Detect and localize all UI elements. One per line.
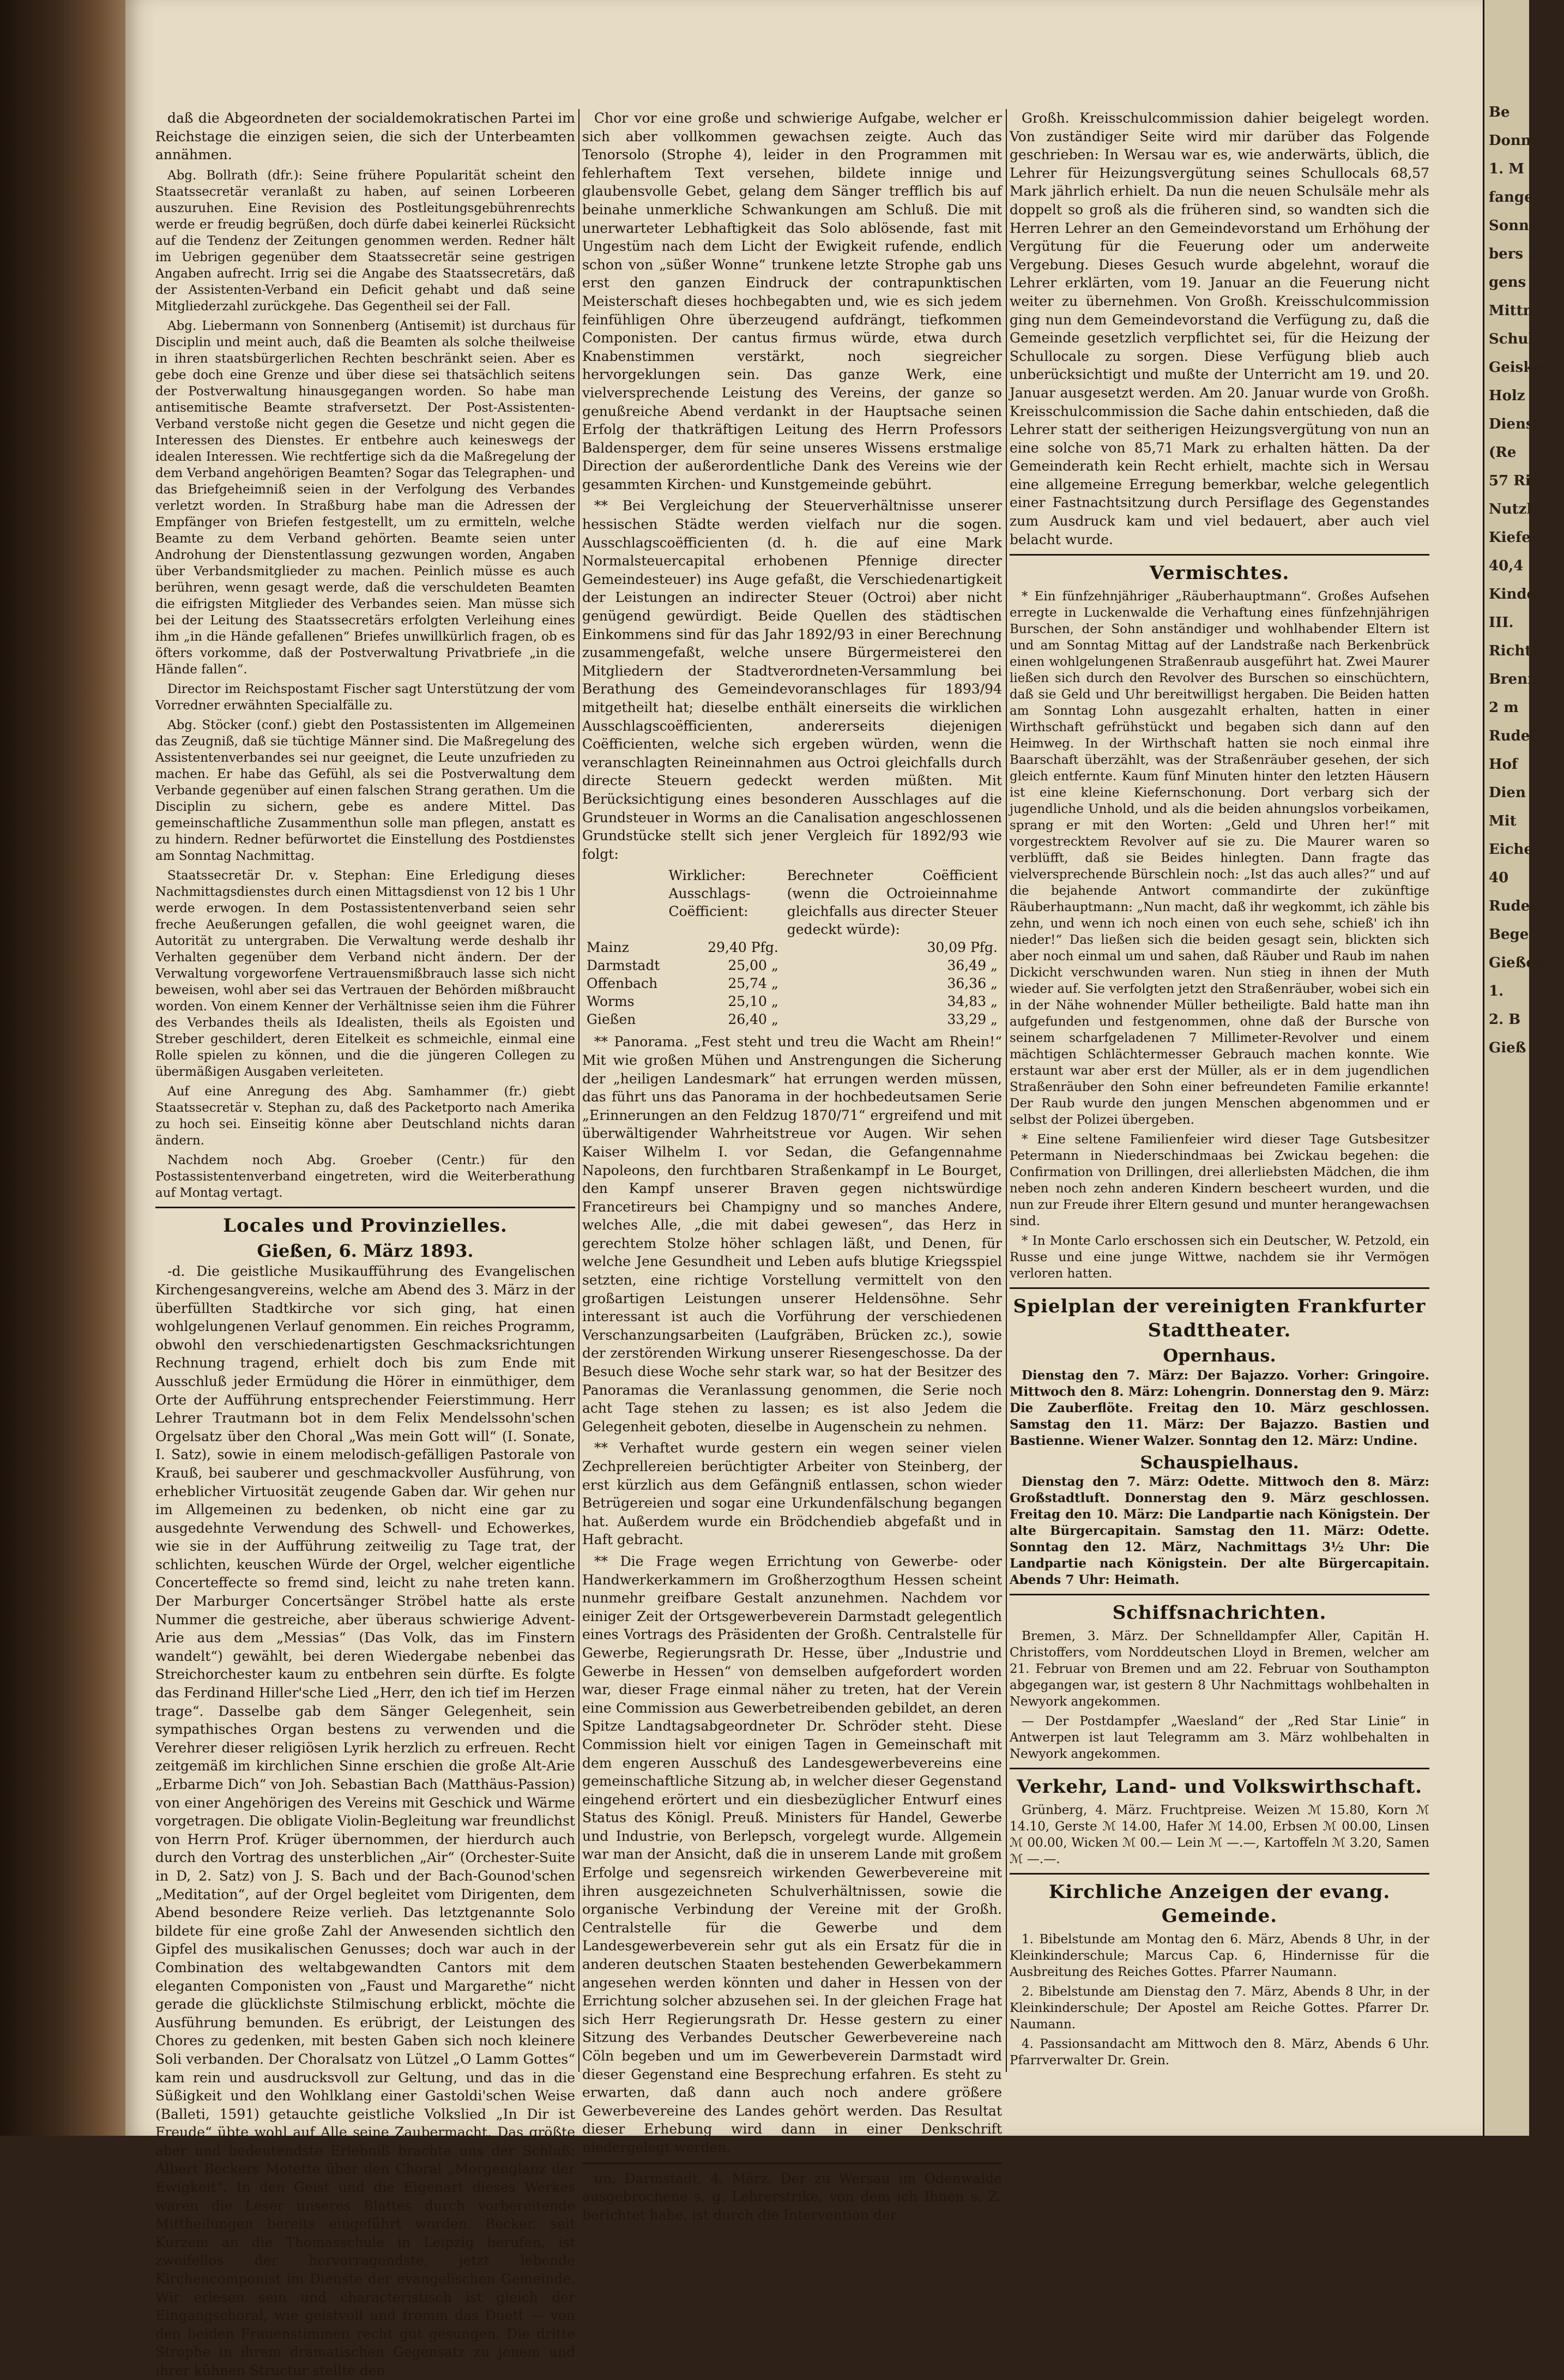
- edge-fragment: Geiskelar: [1489, 359, 1564, 376]
- table-cell: 36,49 „: [947, 957, 998, 974]
- edge-fragment: Be: [1489, 104, 1510, 120]
- article-paragraph: ** Panorama. „Fest steht und treu die Wacht am Rhein!“ Mit wie großen Mühen und Anstrengungen die Sicherung der „heiligen Landesmark“ hat errungen werden müssen, das führt uns das Panorama in der hochbedeutsamen Serie „Erinnerungen an den Feldzug 1870/71“ ergreifend und mit überwältigender Wahrheitstreue vor Augen. Wir sehen Kaiser Wilhelm I. vor Sedan, die Gefangennahme Napoleons, den furchtbaren Straßenkampf in Le Bourget, den Kampf unserer Braven gegen nichtswürdige Francetireurs bei Champigny und so manches Andere, welches Alle, „die mit dabei gewesen“, das Herz in gerechtem Stolze höher schlagen läßt, und Denen, für welche Jene Gesundheit und Leben aufs blutige Kriegsspiel setzten, eine richtige Vorstellung vermittelt von den großartigen Leistungen unserer Heldensöhne. Sehr interessant ist auch die Vorführung der verschiedenen Verschanzungsarbeiten (Laufgräben, Brücken zc.), sowie der zerstörenden Wirkung unserer Riesengeschosse. Da der Besuch diese Woche sehr stark war, so hat der Besitzer des Panoramas die Veranlassung genommen, die Serie noch acht Tage stehen zu lassen; es ist also Jedem die Gelegenheit geboten, dieselbe in Augenschein zu nehmen.: [582, 1034, 1002, 1435]
- section-rule: [1010, 1768, 1429, 1769]
- edge-fragment: Eiche: [1489, 841, 1533, 858]
- edge-fragment: Richt: [1489, 643, 1532, 659]
- edge-fragment: Dien: [1489, 785, 1526, 801]
- table-header: Berechneter Coëfficient (wenn die Octroieinnahme gleichfalls aus directer Steuer gedeckt würde):: [787, 867, 998, 938]
- table-header-row: [582, 866, 1002, 938]
- edge-fragment: 2. B: [1489, 1011, 1521, 1028]
- table-cell: 25,10 „: [728, 993, 778, 1010]
- table-cell-city: Worms: [587, 993, 635, 1010]
- edge-fragment: Sonne: [1489, 218, 1538, 234]
- edge-fragment: fange: [1489, 189, 1533, 206]
- economy-heading: Verkehr, Land- und Volkswirthschaft.: [1016, 1776, 1423, 1798]
- section-heading: Vermischtes.: [1149, 562, 1290, 585]
- article-paragraph: * Eine seltene Familienfeier wird dieser Tage Gutsbesitzer Petermann in Niederschindmaas bei Zwickau begehen: die Confirmation von Drillingen, drei allerliebsten Mädchen, die ihm neben noch zehn anderen Kindern bescheert wurden, und die nun zur Freude ihrer Eltern gesund und munter herangewachsen sind.: [1010, 1132, 1429, 1229]
- table-cell: 26,40 „: [728, 1011, 778, 1028]
- section-rule: [582, 2162, 1002, 2164]
- tax-table: [582, 866, 1002, 1028]
- edge-fragment: Mittn: [1489, 303, 1533, 319]
- article-paragraph: Großh. Kreisschulcommission dahier beigelegt worden. Von zuständiger Seite wird mir darüber das Folgende geschrieben: In Wersau war es, wie anderwärts, üblich, die Lehrer für Heizungsvergütung seines Schullocals 68,57 Mark jährlich erhielt. Da nun die neuen Schulsäle mehr als doppelt so groß als die früheren sind, so wandten sich die Herren Lehrer an den Gemeindevorstand um Erhöhung der Vergütung für die Feuerung oder um anderweite Vergebung. Dieses Gesuch wurde abgelehnt, worauf die Lehrer erklärten, vom 19. Januar an die Feuerung nicht weiter zu übernehmen. Von Großh. Kreisschulcommission ging nun dem Gemeindevorstand die Verfügung zu, daß die Gemeinde gesetzlich verpflichtet sei, für die Heizung der Schullocale zu sorgen. Diese Verfügung blieb auch unberücksichtigt und mußte der Unterricht am 19. und 20. Januar ausgesetzt werden. Am 20. Januar wurde von Großh. Kreisschulcommission die Sache dahin entschieden, daß die Lehrer statt der seitherigen Heizungsvergütung von nun an eine solche von 85,71 Mark zu erhalten hätten. Da der Gemeinderath kein Recht erhielt, machte sich in Wersau eine allgemeine Erregung bemerkbar, welche gelegentlich einer Fastnachtsitzung durch Persiflage des Gegenstandes zum Ausdruck kam und viel bedauert, aber auch viel belacht wurde.: [1010, 110, 1429, 547]
- article-paragraph: Nachdem noch Abg. Groeber (Centr.) für den Postassistentenverband eingetreten, wird die Weiterberathung auf Montag vertagt.: [155, 1153, 575, 1200]
- theater-program: Dienstag den 7. März: Der Bajazzo. Vorher: Gringoire. Mittwoch den 8. März: Lohengrin. Donnerstag den 9. März: Die Zauberflöte. Freitag den 10. März geschlossen. Samstag den 11. März: Der Bajazzo. Bastien und Bastienne. Wiener Walzer. Sonntag den 12. März: Undine.: [1010, 1367, 1429, 1448]
- edge-fragment: Schul: [1489, 331, 1534, 347]
- table-cell: 29,40 Pfg.: [708, 939, 778, 956]
- article-paragraph: ** Die Frage wegen Errichtung von Gewerbe- oder Handwerkerkammern im Großherzogthum Hessen scheint nunmehr greifbare Gestalt anzunehmen. Nachdem vor einiger Zeit der Ortsgewerbeverein Darmstadt gelegentlich eines Vortrags des Präsidenten der Großh. Centralstelle für Gewerbe, Regierungsrath Dr. Hesse, über „Industrie und Gewerbe in Hessen“ von demselben aufgefordert worden war, dieser Frage einmal näher zu treten, hat der Verein eine Commission aus Gewerbetreibenden gebildet, an deren Spitze Landtagsabgeordneter Dr. Schröder steht. Diese Commission hielt vor einigen Tagen in Gemeinschaft mit dem engeren Ausschuß des Landesgewerbevereins eine gemeinschaftliche Sitzung ab, in welcher dieser Gegenstand eingehend erörtert und ein diesbezüglicher Entwurf eines Status des Königl. Preuß. Ministers für Handel, Gewerbe und Industrie, von Berlepsch, vorgelegt wurde. Allgemein war man der Ansicht, daß die in unserem Lande mit großem Erfolge und segensreich wirkenden Gewerbevereine mit ihren ausgezeichneten Schulverhältnissen, sowie die organische Verbindung der Vereine mit der Großh. Centralstelle für die Gewerbe und dem Landesgewerbeverein sehr gut als ein Ersatz für die in anderen deutschen Staaten bestehenden Gewerbekammern angesehen werden könnten und daher in Hessen von der Errichtung solcher abzusehen sei. In der gleichen Frage hat sich Herr Regierungsrath Dr. Hesse gestern zu einer Sitzung des Verbandes Deutscher Gewerbevereine nach Cöln begeben und um im Gewerbeverein Darmstadt wird dieser Gegenstand eine Besprechung erfahren. Es steht zu erwarten, daß dann auch noch andere größere Gewerbevereine des Landes gehört werden. Das Resultat dieser Erhebung wird dann in einer Denkschrift niedergelegt werden.: [582, 1553, 1002, 2155]
- edge-fragment: Kiefe: [1489, 529, 1531, 546]
- edge-fragment: Rudel: [1489, 898, 1536, 914]
- section-heading: Locales und Provinzielles.: [223, 1214, 508, 1237]
- section-rule: [1010, 1287, 1429, 1289]
- article-paragraph: ** Verhaftet wurde gestern ein wegen seiner vielen Zechprellereien berüchtigter Arbeiter von Steinberg, der erst kürzlich aus dem Gefängniß entlassen, schon wieder Betrügereien und sogar eine Urkundenfälschung begangen hat. Außerdem wurde ein Brödchendieb abgefaßt und in Haft gebracht.: [582, 1440, 1002, 1548]
- next-page-fragments: [1484, 0, 1564, 1062]
- church-notice: 1. Bibelstunde am Montag den 6. März, Abends 8 Uhr, in der Kleinkinderschule; Marcus Cap. 6, Hindernisse für die Ausbreitung des Reiches Gottes. Pfarrer Naumann.: [1010, 1932, 1429, 1980]
- table-cell-city: Gießen: [587, 1011, 636, 1028]
- table-cell: 30,09 Pfg.: [927, 939, 998, 956]
- table-row: [582, 938, 1002, 956]
- table-cell-city: Offenbach: [587, 975, 658, 992]
- column-divider: [578, 109, 579, 2072]
- edge-fragment: Gießer: [1489, 955, 1543, 971]
- table-row: [582, 956, 1002, 974]
- article-paragraph: Chor vor eine große und schwierige Aufgabe, welcher er sich aber vollkommen gewachsen zeigte. Auch das Tenorsolo (Strophe 4), leider in den Programmen mit fehlerhaftem Text versehen, bildete innige und glaubensvolle Gebet, gelang dem Sänger trefflich bis auf beinahe unmerkliche Schwankungen am Schluß. Die mit unerwarteter Lebhaftigkeit das Solo ablösende, fast mit Ungestüm nach dem Licht der Ewigkeit rufende, endlich schon von „süßer Wonne“ trunkene letzte Strophe gab uns erst den ganzen Eindruck der contrapunktischen Meisterschaft dieses hochbegabten und, wie es sich jedem feinfühligen Ohre überzeugend aufdrängt, tiefkommen Componisten. Der cantus firmus würde, etwa durch Knabenstimmen verstärkt, noch siegreicher hervorgeklungen sein. Das ganze Werk, eine vielversprechende Leistung des Vereins, der ganze so genußreiche Abend verdankt in der Hauptsache seinen Erfolg der thatkräftigen Leitung des Herrn Professors Baldensperger, dem für seine unseres Wissens erstmalige Direction der außerordentliche Dank des Vereins wie der gesammten Kirchen- und Kunstgemeinde gebührt.: [582, 110, 1002, 492]
- edge-fragment: Donn: [1489, 132, 1531, 149]
- edge-fragment: Gieß: [1489, 1040, 1526, 1056]
- table-row: [582, 992, 1002, 1010]
- article-paragraph: Abg. Liebermann von Sonnenberg (Antisemit) ist durchaus für Disciplin und meint auch, daß die Beamten als solche theilweise in ihren staatsbürgerlichen Rechten beschränkt seien. Aber es gebe doch eine Grenze und über diese sei thatsächlich seitens der Postverwaltung hinausgegangen worden. So habe man antisemitische Beamte strafversetzt. Der Post-Assistenten-Verband verstoße nicht gegen die Gesetze und nicht gegen die Interessen des Dienstes. Er entbehre auch keineswegs der idealen Interessen. Wie rechtfertige sich da die Maßregelung der dem Verband angehörigen Beamten? Sogar das Telegraphen- und das Briefgeheimniß seien in der Verfolgung des Verbandes verletzt worden. In Straßburg habe man die Adressen der Empfänger von Briefen festgestellt, um zu ermitteln, welche Beamte zu dem Verband gehörten. Beamte seien unter Androhung der Dienstentlassung gezwungen worden, Angaben über Verbandsmitglieder zu machen. Peinlich müsse es auch berühren, wenn gesagt werde, daß die verschuldeten Beamten die eifrigsten Mitglieder des Verbandes seien. Man müsse sich bei der Leitung des Staatssecretärs erfolgten Verleihung eines ihm „in die Hände gefallenen“ Briefes unwillkürlich fragen, ob es öfters vorkomme, daß der Postverwaltung Privatbriefe „in die Hände fallen“.: [155, 318, 575, 677]
- table-cell: 25,74 „: [728, 975, 778, 992]
- edge-fragment: Holz: [1489, 388, 1525, 404]
- column-divider: [1006, 109, 1007, 2072]
- church-heading: Kirchliche Anzeigen der evang. Gemeinde.: [1048, 1881, 1391, 1927]
- church-notice: 2. Bibelstunde am Dienstag den 7. März, Abends 8 Uhr, in der Kleinkinderschule; Der Apostel am Reiche Gottes. Pfarrer Dr. Naumann.: [1010, 1985, 1429, 2032]
- article-paragraph: -d. Die geistliche Musikaufführung des Evangelischen Kirchengesangvereins, welche am Abend des 3. März in der überfüllten Stadtkirche vor sich ging, hat einen wohlgelungenen Verlauf genommen. Ein reiches Programm, obwohl den verschiedenartigsten Geschmacksrichtungen Rechnung tragend, erhielt doch bis zum Ende mit Ausschluß jeder Ermüdung die Hörer in einmüthiger, dem Orte der Aufführung entsprechender Feierstimmung. Herr Lehrer Trautmann bot in dem Felix Mendelssohn'schen Orgelsatz über den Choral „Was mein Gott will“ (I. Sonate, I. Satz), sowie in einem melodisch-gefälligen Pastorale von Krauß, bei sauberer und geschmackvoller Ausführung, von erheblicher Virtuosität zeugende Gaben dar. Wir gehen nur im Allgemeinen zu bedenken, ob nicht eine gar zu ausgedehnte Verwendung des Schwell- und Echowerkes, wie sie in der Aufführung zeitweilig zu Tage trat, der schlichten, keuschen Würde der Orgel, welcher eigentliche Concerteffecte so fremd sind, leicht zu nahe treten kann. Der Marburger Concertsänger Ströbel hatte als erste Nummer die gestreiche, aber überaus schwierige Advent-Arie aus dem „Messias“ (Das Volk, das im Finstern wandelt“) gewählt, bei deren Wiedergabe nebenbei das Streichorchester kaum zu entbehren sein dürfte. Es folgte das Ferdinand Hiller'sche Lied „Herr, den ich tief im Herzen trage“. Dasselbe gab dem Sänger Gelegenheit, sein sympathisches Organ bestens zu verwenden und die Verehrer dieser religiösen Lyrik herzlich zu erfreuen. Recht zeitgemäß im kirchlichen Sinne erschien die große Alt-Arie „Erbarme Dich“ von Joh. Sebastian Bach (Matthäus-Passion) von einer Angehörigen des Vereins mit Geschick und Wärme vorgetragen. Die obligate Violin-Begleitung war freundlichst von Herrn Prof. Krüger übernommen, der hierdurch auch durch den Vortrag des unsterblichen „Air“ (Orchester-Suite in D, 2. Satz) von J. S. Bach und der Bach-Gounod'schen „Meditation“, auf der Orgel begleitet vom Dirigenten, dem Abend besondere Reize verlieh. Das letztgenannte Solo bildete für eine große Zahl der Anwesenden sichtlich den Gipfel des musikalischen Genusses; doch war auch in der Combination des weltabgewandten Cantors mit dem eleganten Componisten von „Faust und Margarethe“ nicht gerade die glücklichste Stilmischung erblickt, möchte die Ausführung bemunden. Es erübrigt, der Leistungen des Chores zu gedenken, mit besten Gaben sich noch kleinere Soli verbanden. Der Choralsatz von Lützel „O Lamm Gottes“ kam rein und ausdrucksvoll zur Geltung, und das in die Süßigkeit und den Wohlklang einer Gastoldi'schen Weise (Balleti, 1591) getauchte geistliche Volkslied „In Dir ist Freude“ übte wohl auf Alle seine Zaubermacht. Das größte aber und bedeutendste Erlebniß brachte uns der Schluß: Albert Beckers Motette über den Choral „Morgenglanz der Ewigkeit“. In den Geist und die Eigenart dieses Werkes waren die Leser unseres Blattes durch vorbereitende Mittheilungen bereits eingeführt worden. Becker, seit Kurzem an die Thomasschule in Leipzig berufen, ist zweifellos der hervorragendste, jetzt lebende Kirchencomponist im Dienste der evangelischen Gemeinde. Wir erlesen sein und characteristisch ist gleich der Eingangschoral, wie geistvoll und fromm das Duett — von den beiden Frauenstimmen recht gut gesungen. Die dritte Strophe in ihrem dramatischen Gegensatz zu jenem und ihrer kühnen Structur stellte den: [155, 1263, 575, 2378]
- table-cell: 33,29 „: [947, 1011, 998, 1028]
- edge-fragment: Hof: [1489, 756, 1518, 773]
- section-rule: [1010, 1594, 1429, 1595]
- column-middle: [582, 109, 1002, 2223]
- church-notice: 4. Passionsandacht am Mittwoch den 8. März, Abends 6 Uhr. Pfarrverwalter Dr. Grein.: [1010, 2037, 1429, 2068]
- ship-news-heading: Schiffsnachrichten.: [1112, 1602, 1327, 1624]
- edge-fragment: (Re: [1489, 444, 1517, 461]
- ship-news-paragraph: Bremen, 3. März. Der Schnelldampfer Aller, Capitän H. Christoffers, vom Norddeutschen Lloyd in Bremen, welcher am 21. Februar von Bremen und am 22. Februar von Southampton abgegangen war, ist gestern 8 Uhr Nachmittags wohlbehalten in Newyork angekommen.: [1010, 1629, 1429, 1709]
- article-paragraph: * In Monte Carlo erschossen sich ein Deutscher, W. Petzold, ein Russe und eine junge Wittwe, nachdem sie ihr Vermögen verloren hatten.: [1010, 1234, 1429, 1281]
- section-rule: [1010, 554, 1429, 556]
- edge-fragment: Rudell: [1489, 728, 1541, 744]
- table-header: Wirklicher: Ausschlags-Coëfficient:: [668, 867, 751, 920]
- edge-fragment: Kinde: [1489, 586, 1536, 602]
- edge-fragment: Dienst: [1489, 416, 1541, 432]
- article-paragraph: ** Bei Vergleichung der Steuerverhältnisse unserer hessischen Städte werden vielfach nur die sogen. Ausschlagscoëfficienten (d. h. die auf eine Mark Normalsteuercapital erhobenen Pfennige directer Gemeindesteuer) ins Auge gefaßt, die Verschiedenartigkeit der Leistungen an indirecter Steuer (Octroi) aber nicht genügend gewürdigt. Beide Quellen des städtischen Einkommens sind für das Jahr 1892/93 in einer Berechnung zusammengefaßt, welche unsere Bürgermeisterei den Mitgliedern der Stadtverordneten-Versammlung bei Berathung des Gemeindevoranschlages für 1893/94 mitgetheilt hat; dieselbe enthält einerseits die wirklichen Ausschlagscoëfficienten, andererseits diejenigen Coëfficienten, welche sich ergeben würden, wenn die veranschlagten Reineinnahmen aus Octroi gleichfalls durch directe Steuern gedeckt werden müßten. Mit Berücksichtigung eines besonderen Ausschlages auf die Grundsteuer in Worms an die Canalisation angeschlossenen Grundstücke stellt sich jener Vergleich für 1892/93 wie folgt:: [582, 498, 1002, 862]
- table-cell-city: Mainz: [587, 939, 629, 956]
- edge-fragment: Bege: [1489, 926, 1529, 943]
- edge-fragment: 1.: [1489, 983, 1504, 999]
- article-paragraph: Abg. Bollrath (dfr.): Seine frühere Popularität scheint den Staatssecretär veranlaßt zu haben, auf seinen Lorbeeren auszuruhen. Eine Revision des Postleitungsgebührenrechts werde er freudig begrüßen, doch dürfe dabei keinerlei Rücksicht auf die Tendenz der Zeitungen genommen werden. Redner hält im Uebrigen gegenüber dem Staatssecretär seine gestrigen Angaben aufrecht. Irrig sei die Angabe des Staatssecretärs, daß der Assistenten-Verband ein Deficit gehabt und daß seine Mitgliederzahl zurückgehe. Das Gegentheil sei der Fall.: [155, 168, 575, 314]
- edge-fragment: III.: [1489, 614, 1514, 631]
- dateline: Gießen, 6. März 1893.: [257, 1240, 474, 1261]
- edge-fragment: 40,4: [1489, 558, 1524, 574]
- edge-fragment: Nutzh: [1489, 501, 1537, 517]
- edge-fragment: 2 m: [1489, 700, 1519, 716]
- article-paragraph: * Ein fünfzehnjähriger „Räuberhauptmann“. Großes Aufsehen erregte in Luckenwalde die Verhaftung eines fünfzehnjährigen Burschen, der Sohn anständiger und wohlhabender Eltern ist und am Sonntag Mittag auf der Landstraße nach Berkenbrück einen wohlgelungenen Straßenraub ausgeführt hat. Zwei Maurer ließen sich durch den Revolver des Burschen so einschüchtern, daß sie Geld und Uhr bereitwilligst hergaben. Die Beiden hatten am Sonntag Lohn ausgezahlt erhalten, hatten in einer Wirthschaft gefrühstückt und begaben sich dann auf den Heimweg. In der Wirthschaft hatten sie noch einmal ihre Baarschaft überzählt, was der Straßenräuber gesehen, der sich gleich entfernte. Kaum fünf Minuten hinter den letzten Häusern ist eine kleine Kiefernschonung. Dort verbarg sich der jugendliche Unhold, und als die beiden ahnungslos vorbeikamen, sprang er mit den Worten: „Geld und Uhren her!“ mit vorgestrecktem Revolver auf sie zu. Die Maurer waren so verblüfft, daß sie Beides hinlegten. Dann fragte das vielversprechende Bürschlein noch: „Ist das auch alles?“ und auf die bejahende Antwort commandirte der zukünftige Räuberhauptmann: „Nun macht, daß ihr wegkommt, ich zähle bis zehn, und wenn ich noch einen von euch sehe, schieß' ich ihn nieder!“ Das ließen sich die beiden gesagt sein, blickten sich aber noch einmal um und sahen, daß Räuber und Raub im nahen Dickicht verschwunden waren. Nun stieg in ihnen der Muth wieder auf. Sie verfolgten jetzt den Straßenräuber, wobei sich ein in der Nähe wohnender Müller betheiligte. Bald hatte man ihn aufgefunden und festgenommen, ohne daß der Bursche von seinem scharfgeladenen 7 Millimeter-Revolver und einem mächtigen Schlächtermesser Gebrauch machen konnte. Wie erstaunt war aber erst der Müller, als er in dem jugendlichen Straßenräuber den Sohn einer befreundeten Familie erkannte! Der Raub wurde den jungen Menschen abgenommen und er selbst der Polizei übergeben.: [1010, 589, 1429, 1128]
- article-paragraph: un. Darmstadt, 4. März. Der zu Wersau im Odenwalde ausgebrochene s. g. Lehrerstrike, von dem ich Ihnen s. Z. berichtet habe, ist durch die Intervention der: [582, 2170, 1002, 2223]
- theater-heading: Spielplan der vereinigten Frankfurter Stadttheater.: [1013, 1296, 1426, 1342]
- edge-fragment: 57 Ri: [1489, 473, 1531, 489]
- opernhaus-heading: Opernhaus.: [1163, 1345, 1276, 1366]
- article-paragraph: Abg. Stöcker (conf.) giebt den Postassistenten im Allgemeinen das Zeugniß, daß sie tüchtige Männer sind. Die Maßregelung des Assistentenverbandes sei nur geeignet, die Leute unzufrieden zu machen. Er habe das Gefühl, als sei die Postverwaltung dem Verbande gegenüber auf einen falschen Strang gerathen. Um die Disciplin zu sichern, gebe es andere Mittel. Das gemeinschaftliche Zusammenthun solle man pflegen, anstatt es zu hindern. Redner befürwortet die Einstellung des Postdienstes am Sonntag Nachmittag.: [155, 718, 575, 863]
- table-row: [582, 974, 1002, 992]
- theater-program: Dienstag den 7. März: Odette. Mittwoch den 8. März: Großstadtluft. Donnerstag den 9. März geschlossen. Freitag den 10. März: Die Landpartie nach Königstein. Der alte Bürgercapitain. Samstag den 11. März: Odette. Sonntag den 12. März, Nachmittags 3½ Uhr: Die Landpartie nach Königstein. Der alte Bürgercapitain. Abends 7 Uhr: Heimath.: [1010, 1474, 1429, 1588]
- article-paragraph: Auf eine Anregung des Abg. Samhammer (fr.) giebt Staatssecretär v. Stephan zu, daß des Packetporto nach Amerika zu hoch sei. Einseitig könne aber Deutschland nichts daran ändern.: [155, 1084, 575, 1148]
- book-binding: [0, 0, 125, 2136]
- column-right: [1010, 109, 1429, 2072]
- table-cell: 36,36 „: [947, 975, 998, 992]
- table-header-empty: [582, 866, 664, 938]
- article-paragraph: Director im Reichspostamt Fischer sagt Unterstützung der vom Vorredner erwähnten Specialfälle zu.: [155, 682, 575, 713]
- section-rule: [155, 1207, 575, 1208]
- section-rule: [1010, 1873, 1429, 1875]
- table-cell: 34,83 „: [947, 993, 998, 1010]
- edge-fragment: bers 3: [1489, 246, 1538, 262]
- table-row: [582, 1010, 1002, 1028]
- economy-paragraph: Grünberg, 4. März. Fruchtpreise. Weizen ℳ 15.80, Korn ℳ 14.10, Gerste ℳ 14.00, Hafer ℳ 14.00, Erbsen ℳ 00.00, Linsen ℳ 00.00, Wicken ℳ 00.— Lein ℳ —.—, Kartoffeln ℳ 3.20, Samen ℳ —.—.: [1010, 1803, 1429, 1867]
- edge-fragment: 40: [1489, 870, 1509, 886]
- ship-news-paragraph: — Der Postdampfer „Waesland“ der „Red Star Linie“ in Antwerpen ist laut Telegramm am 3. März wohlbehalten in Newyork angekommen.: [1010, 1714, 1429, 1762]
- article-paragraph: daß die Abgeordneten der socialdemokratischen Partei im Reichstage die einzigen seien, die sich der Unterbeamten annähmen.: [155, 110, 575, 163]
- edge-fragment: 1. M: [1489, 161, 1524, 177]
- table-cell: 25,00 „: [728, 957, 778, 974]
- next-page-edge: [1483, 0, 1564, 2136]
- edge-fragment: Mit: [1489, 813, 1517, 829]
- article-paragraph: Staatssecretär Dr. v. Stephan: Eine Erledigung dieses Nachmittagsdienstes durch einen Mittagsdienst von 12 bis 1 Uhr werde erwogen. In dem Postassistentenverband seien sehr freche Aeußerungen gefallen, die wohl geeignet waren, die Autorität zu untergraben. Die Verwaltung werde deshalb ihr Verhalten gegenüber dem Verband nicht ändern. Der der Verwaltung vorgeworfene Vertrauensmißbrauch lasse sich nicht beweisen, wohl aber sei das Vertrauen der Behörden mißbraucht worden. Von einem Kenner der Verhältnisse seien ihm die Führer des Verbandes theils als Idealisten, theils als Egoisten und Streber geschildert, deren Eitelkeit es schmeichle, einmal eine Rolle spielen zu können, und die die jüngeren Collegen zu übermäßigen Ausgaben verleiteten.: [155, 868, 575, 1079]
- schauspielhaus-heading: Schauspielhaus.: [1140, 1451, 1299, 1473]
- edge-fragment: gens 6: [1489, 274, 1541, 291]
- column-left: [155, 109, 575, 2378]
- table-cell-city: Darmstadt: [587, 957, 660, 974]
- edge-fragment: Brenn: [1489, 671, 1538, 688]
